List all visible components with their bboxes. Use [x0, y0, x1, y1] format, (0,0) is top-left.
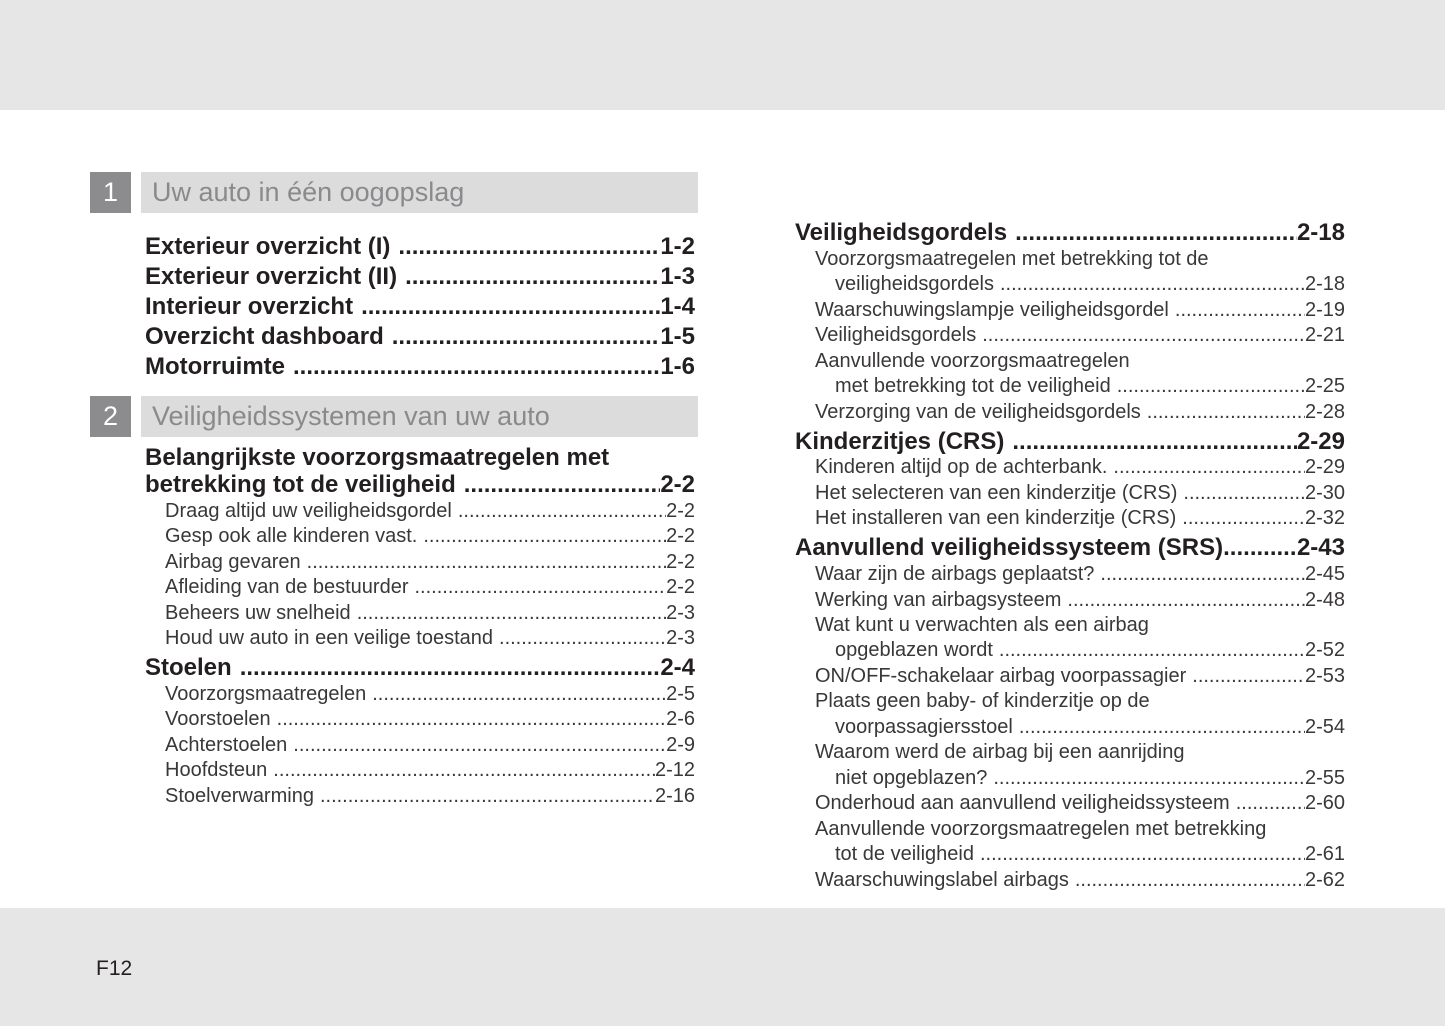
toc-entry[interactable]: Motorruimte ..... 1-6 — [145, 352, 695, 382]
toc-subentry-line: Waarom werd de airbag bij een aanrijding — [815, 741, 1185, 763]
toc-entry[interactable]: betrekking tot de veiligheid ..... 2-2 — [145, 470, 695, 500]
toc-subentry[interactable]: Beheers uw snelheid ..... 2-3 — [165, 601, 695, 626]
toc-entry[interactable]: Veiligheidsgordels ..... 2-18 — [795, 218, 1345, 248]
toc-entry[interactable]: Kinderzitjes (CRS) ..... 2-29 — [795, 427, 1345, 457]
toc-subentry[interactable]: Draag altijd uw veiligheidsgordel ..... 2-2 — [165, 499, 695, 524]
toc-subentry-line: Plaats geen baby- of kinderzitje op de — [815, 690, 1150, 712]
toc-subentry[interactable]: Werking van airbagsysteem ..... 2-48 — [815, 588, 1345, 613]
toc-subentry-line: Aanvullende voorzorgsmaatregelen met betrekking — [815, 818, 1267, 840]
toc-subentry[interactable]: Veiligheidsgordels ..... 2-21 — [815, 323, 1345, 348]
section-1-title: Uw auto in één oogopslag — [141, 172, 698, 213]
toc-subentry[interactable]: Houd uw auto in een veilige toestand ..... 2-3 — [165, 626, 695, 651]
toc-subentry[interactable]: ON/OFF-schakelaar airbag voorpassagier ..... 2-53 — [815, 664, 1345, 689]
toc-subentry[interactable]: Waarschuwingslampje veiligheidsgordel ..... 2-19 — [815, 298, 1345, 323]
toc-subentry[interactable]: tot de veiligheid ..... 2-61 — [835, 842, 1345, 867]
toc-subentry-line: Wat kunt u verwachten als een airbag — [815, 614, 1149, 636]
toc-entry[interactable]: Stoelen ..... 2-4 — [145, 653, 695, 683]
toc-entry[interactable]: Aanvullend veiligheidssysteem (SRS) ..... 2-43 — [795, 533, 1345, 563]
toc-subentry[interactable]: Hoofdsteun ..... 2-12 — [165, 758, 695, 783]
toc-subentry[interactable]: opgeblazen wordt ..... 2-52 — [835, 638, 1345, 663]
toc-subentry[interactable]: Voorstoelen ..... 2-6 — [165, 707, 695, 732]
toc-subentry[interactable]: Verzorging van de veiligheidsgordels ..... 2-28 — [815, 400, 1345, 425]
toc-subentry[interactable]: Airbag gevaren ..... 2-2 — [165, 550, 695, 575]
bottom-margin-band — [0, 908, 1445, 1026]
toc-subentry-line: Aanvullende voorzorgsmaatregelen — [815, 350, 1130, 372]
toc-subentry[interactable]: Voorzorgsmaatregelen ..... 2-5 — [165, 682, 695, 707]
section-1-number: 1 — [90, 172, 131, 213]
toc-entry[interactable]: Overzicht dashboard ..... 1-5 — [145, 322, 695, 352]
toc-subentry[interactable]: met betrekking tot de veiligheid ..... 2-25 — [835, 374, 1345, 399]
toc-subentry[interactable]: Het selecteren van een kinderzitje (CRS) ..... 2-30 — [815, 481, 1345, 506]
toc-subentry[interactable]: Het installeren van een kinderzitje (CRS) ..... 2-32 — [815, 506, 1345, 531]
toc-heading-line: Belangrijkste voorzorgsmaatregelen met — [145, 444, 610, 471]
toc-subentry[interactable]: veiligheidsgordels ..... 2-18 — [835, 272, 1345, 297]
toc-subentry[interactable]: voorpassagiersstoel ..... 2-54 — [835, 715, 1345, 740]
section-2-title: Veiligheidssystemen van uw auto — [141, 396, 698, 437]
toc-subentry[interactable]: Kinderen altijd op de achterbank. ..... 2-29 — [815, 455, 1345, 480]
toc-subentry[interactable]: Stoelverwarming ..... 2-16 — [165, 784, 695, 809]
toc-subentry[interactable]: Onderhoud aan aanvullend veiligheidssysteem ..... 2-60 — [815, 791, 1345, 816]
toc-entry[interactable]: Exterieur overzicht (II) ..... 1-3 — [145, 262, 695, 292]
top-margin-band — [0, 0, 1445, 110]
section-2-number: 2 — [90, 396, 131, 437]
page-number: F12 — [96, 957, 133, 980]
toc-subentry[interactable]: Waarschuwingslabel airbags ..... 2-62 — [815, 868, 1345, 893]
toc-subentry[interactable]: Gesp ook alle kinderen vast. ..... 2-2 — [165, 524, 695, 549]
toc-subentry-line: Voorzorgsmaatregelen met betrekking tot de — [815, 248, 1209, 270]
toc-subentry[interactable]: niet opgeblazen? ..... 2-55 — [835, 766, 1345, 791]
toc-entry[interactable]: Interieur overzicht ..... 1-4 — [145, 292, 695, 322]
toc-entry[interactable]: Exterieur overzicht (I) ..... 1-2 — [145, 232, 695, 262]
toc-subentry[interactable]: Afleiding van de bestuurder ..... 2-2 — [165, 575, 695, 600]
toc-subentry[interactable]: Achterstoelen ..... 2-9 — [165, 733, 695, 758]
toc-subentry[interactable]: Waar zijn de airbags geplaatst? ..... 2-45 — [815, 562, 1345, 587]
